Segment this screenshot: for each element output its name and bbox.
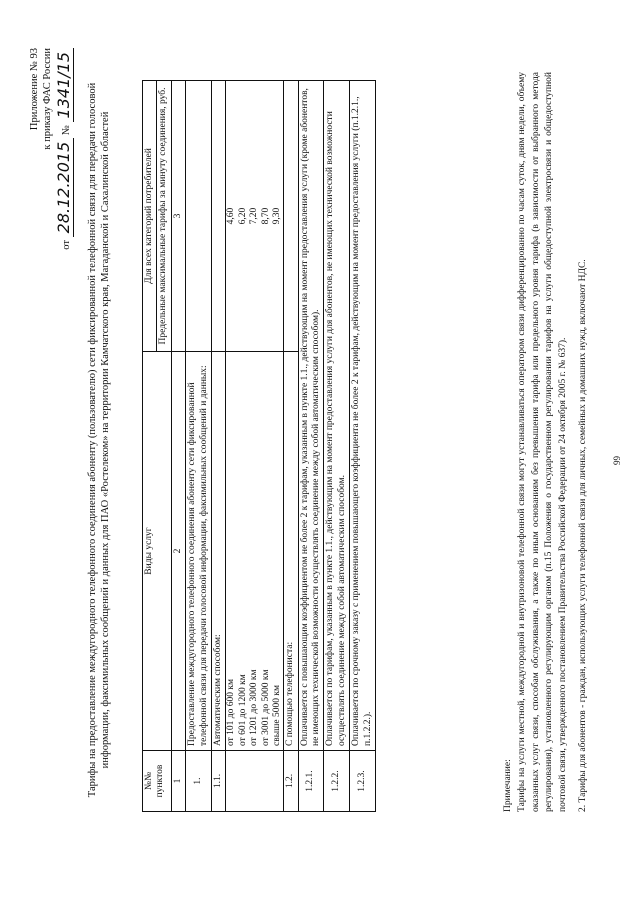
notes-heading: Примечание:	[503, 759, 513, 812]
header-service: Виды услуг	[143, 352, 172, 751]
page-number: 99	[612, 456, 622, 465]
row-num	[249, 751, 260, 812]
row-price	[284, 81, 298, 352]
appendix-date-line	[54, 48, 74, 250]
header-num: №№ пунктов	[143, 751, 172, 812]
zone-row	[261, 81, 272, 812]
row-price	[211, 81, 225, 352]
table-row	[284, 81, 298, 812]
header-price: Предельные максимальные тарифы за минуту соединения, руб.	[157, 81, 171, 352]
handwritten-number: 1341/15	[54, 48, 74, 122]
row-num: 1.1.	[211, 751, 225, 812]
zone-row	[226, 81, 238, 812]
zone-label: свыше 5000 км	[272, 352, 284, 751]
zone-label: от 1201 до 3000 км	[249, 352, 260, 751]
note-1: Тарифы на услуги местной, междугородной и внутризоновой телефонной связи могут устанавливаться оператором связи дифференцированно по часам суток, дням недели, объему оказанных услуг связи, способам обслуживания, а также по иным основаниям без превышения тарифа или предельного уровня тарифа (в зависимости от выбранного метода регулирования), установленного регулирующим органом (п.15 Положения о государственном регулировании тарифов на услуги общедоступной электросвязи и общедоступной почтовой связи, утвержденного постановлением Правительства Российской Федерации от 24 октября 2005 г. № 637).	[516, 72, 569, 812]
row-num	[238, 751, 249, 812]
document-title: Тарифы на предоставление междугородного телефонного соединения абоненту (пользователю) сети фиксированной телефонной связи для передачи голосовой информации, факсимильных сообщений и данных для ПАО «Ростелеком» на территории Камчатского края, Магаданской и Сахалинской областей	[87, 82, 112, 798]
zone-row	[238, 81, 249, 812]
tariff-table	[142, 80, 376, 812]
zone-label: от 101 до 600 км	[226, 352, 238, 751]
row-num: 1.2.1.	[298, 751, 324, 812]
zone-label: от 601 до 1200 км	[238, 352, 249, 751]
col-number: 3	[171, 81, 185, 352]
row-text: С помощью телефониста:	[284, 352, 298, 751]
note-2: 2. Тарифы для абонентов - граждан, использующих услуги телефонной связи для личных, семейных и домашних нужд, включают НДС.	[577, 259, 588, 812]
zone-price: 9,30	[272, 81, 284, 352]
row-num: 1.2.2.	[324, 751, 350, 812]
zone-row	[249, 81, 260, 812]
row-text: Оплачивается с повышающим коэффициентом не более 2 к тарифам, указанным в пункте 1.1., действующим на момент предоставления услуги (кроме абонентов, не имеющих технической возможности осуществлять соединение между собой автоматическим способом).	[298, 81, 324, 751]
table-row	[211, 81, 225, 812]
zone-label: от 3001 до 5000 км	[261, 352, 272, 751]
table-row	[298, 81, 324, 812]
row-num: 1.2.	[284, 751, 298, 812]
row-num	[226, 751, 238, 812]
column-number-row	[171, 81, 185, 812]
row-num: 1.	[186, 751, 212, 812]
zone-row	[272, 81, 284, 812]
table-header-row	[143, 81, 157, 812]
col-number: 2	[171, 352, 185, 751]
zone-price: 6,20	[238, 81, 249, 352]
row-text: Оплачивается по тарифам, указанным в пункте 1.1., действующим на момент предоставления услуги для абонентов, не имеющих технической возможности осуществлять соединение между собой автоматическим способом.	[324, 81, 350, 751]
notes-section	[502, 72, 591, 812]
appendix-order-ref: к приказу ФАС России	[42, 48, 54, 150]
row-num: 1.2.3.	[350, 751, 376, 812]
row-text: Предоставление междугородного телефонного соединения абоненту сети фиксированной телефонной связи для передачи голосовой информации, факсимильных сообщений и данных:	[186, 352, 212, 751]
table-row	[324, 81, 350, 812]
col-number: 1	[171, 751, 185, 812]
zone-price: 8,70	[261, 81, 272, 352]
row-num	[272, 751, 284, 812]
row-text: Оплачивается по срочному заказу с применением повышающего коэффициента не более 2 к тарифам, действующим на момент предоставления услуги (п.1.2.1., п.1.2.2.).	[350, 81, 376, 751]
date-prefix: от	[61, 239, 73, 250]
zone-price: 7,20	[249, 81, 260, 352]
appendix-number: Приложение № 93	[29, 48, 40, 131]
row-text: Автоматическим способом:	[211, 352, 225, 751]
appendix-header	[28, 48, 74, 250]
header-group: Для всех категорий потребителей	[143, 81, 157, 352]
table-row	[186, 81, 212, 812]
row-price	[186, 81, 212, 352]
handwritten-date: 28.12.2015	[54, 138, 74, 238]
number-prefix: №	[61, 125, 73, 136]
zone-price: 4,60	[226, 81, 238, 352]
table-row	[350, 81, 376, 812]
row-num	[261, 751, 272, 812]
